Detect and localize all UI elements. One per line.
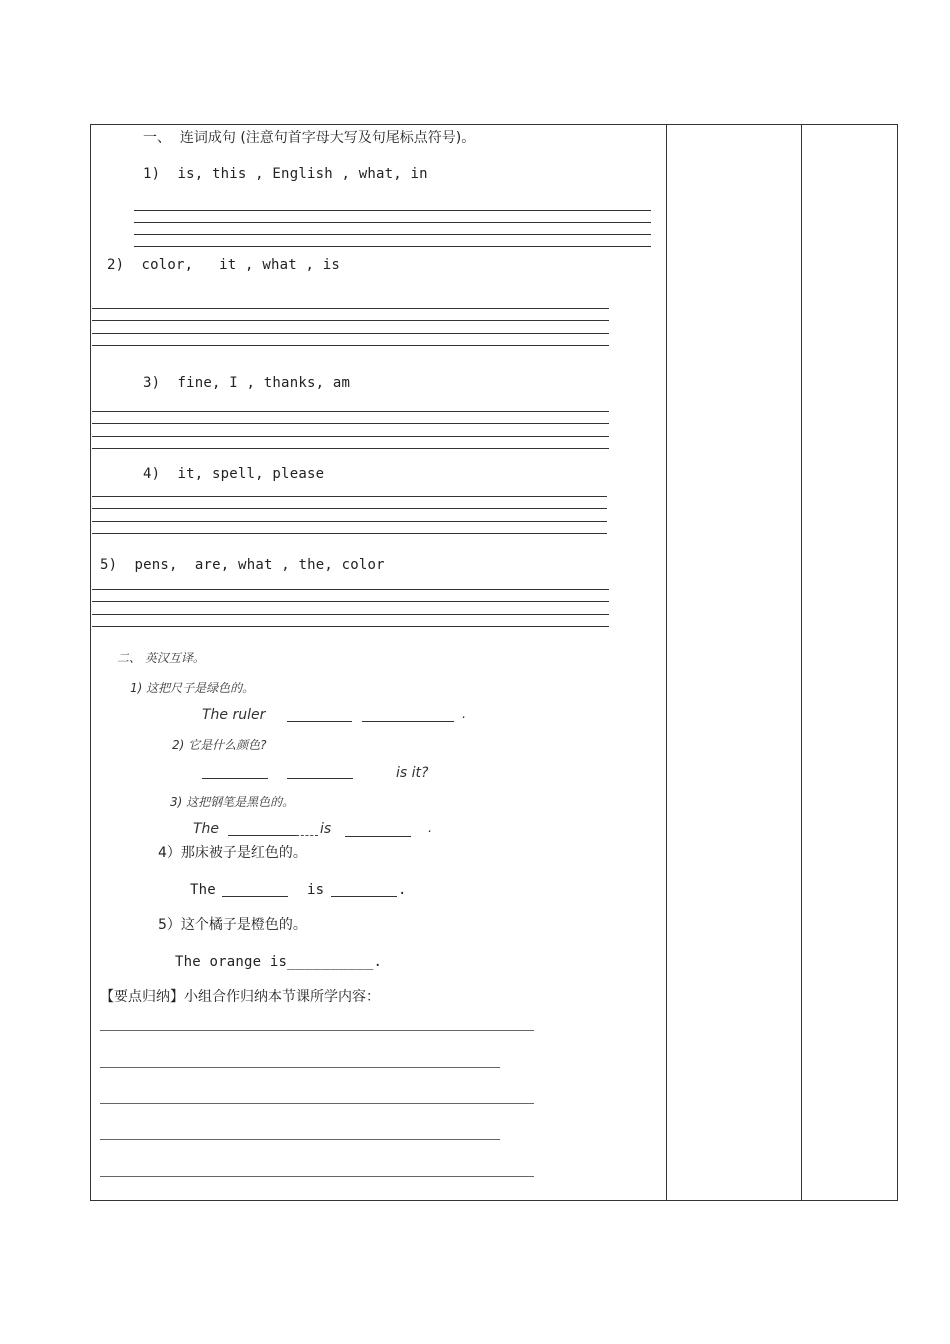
blank-line[interactable] — [228, 835, 296, 836]
blank-line[interactable] — [331, 896, 397, 897]
answer-line[interactable] — [134, 246, 651, 247]
blank-line[interactable] — [362, 721, 454, 722]
answer-line[interactable] — [92, 333, 609, 334]
translate-3-mid: is — [320, 821, 332, 837]
answer-line[interactable] — [92, 436, 609, 437]
blank-line[interactable] — [287, 778, 353, 779]
summary-line[interactable] — [100, 1103, 534, 1104]
answer-line[interactable] — [92, 345, 609, 346]
sentence-3-words: 3) fine, I , thanks, am — [143, 375, 351, 391]
blank-line[interactable] — [345, 836, 411, 837]
translate-4-start: The — [190, 882, 216, 898]
translate-3-prompt: 3) 这把钢笔是黑色的。 — [170, 795, 295, 809]
answer-line[interactable] — [92, 521, 607, 522]
section2-heading: 二、 英汉互译。 — [117, 651, 205, 665]
translate-2-prompt: 2) 它是什么颜色? — [172, 738, 267, 752]
sentence-5-words: 5) pens, are, what , the, color — [100, 557, 385, 573]
summary-heading: 【要点归纳】小组合作归纳本节课所学内容： — [100, 989, 380, 1005]
column-divider-2 — [801, 124, 802, 1201]
answer-line[interactable] — [92, 589, 609, 590]
worksheet-table — [90, 124, 898, 1201]
translate-4-mid: is — [307, 882, 325, 898]
translate-4-prompt: 4）那床被子是红色的。 — [158, 845, 307, 861]
blank-line[interactable] — [287, 721, 352, 722]
answer-line[interactable] — [92, 448, 609, 449]
translate-1-start: The ruler — [202, 707, 266, 723]
summary-line[interactable] — [100, 1067, 500, 1068]
translate-4-end: . — [398, 882, 407, 898]
translate-3-end: . — [428, 821, 433, 836]
sentence-1-words: 1) is, this , English , what, in — [143, 166, 428, 182]
translate-1-end: . — [462, 707, 467, 722]
translate-1-prompt: 1) 这把尺子是绿色的。 — [130, 681, 255, 695]
blank-line[interactable] — [222, 896, 288, 897]
answer-line[interactable] — [92, 423, 609, 424]
answer-line[interactable] — [92, 508, 607, 509]
answer-line[interactable] — [134, 210, 651, 211]
blank-line[interactable] — [202, 778, 268, 779]
answer-line[interactable] — [92, 533, 607, 534]
answer-line[interactable] — [92, 411, 609, 412]
translate-5-answer: The orange is__________. — [175, 954, 383, 970]
answer-line[interactable] — [92, 308, 609, 309]
answer-line[interactable] — [134, 234, 651, 235]
summary-line[interactable] — [100, 1139, 500, 1140]
sentence-2-words: 2) color, it , what , is — [107, 257, 340, 273]
sentence-4-words: 4) it, spell, please — [143, 466, 325, 482]
summary-line[interactable] — [100, 1030, 534, 1031]
translate-5-prompt: 5）这个橘子是橙色的。 — [158, 917, 307, 933]
translate-2-tail: is it? — [396, 765, 429, 781]
answer-line[interactable] — [92, 601, 609, 602]
answer-line[interactable] — [92, 626, 609, 627]
answer-line[interactable] — [92, 320, 609, 321]
translate-3-start: The — [193, 821, 220, 837]
section1-heading: 一、 连词成句 (注意句首字母大写及句尾标点符号)。 — [143, 130, 476, 146]
summary-line[interactable] — [100, 1176, 534, 1177]
answer-line[interactable] — [92, 614, 609, 615]
answer-line[interactable] — [134, 222, 651, 223]
dotted-line — [296, 835, 318, 836]
column-divider-1 — [666, 124, 667, 1201]
answer-line[interactable] — [92, 496, 607, 497]
